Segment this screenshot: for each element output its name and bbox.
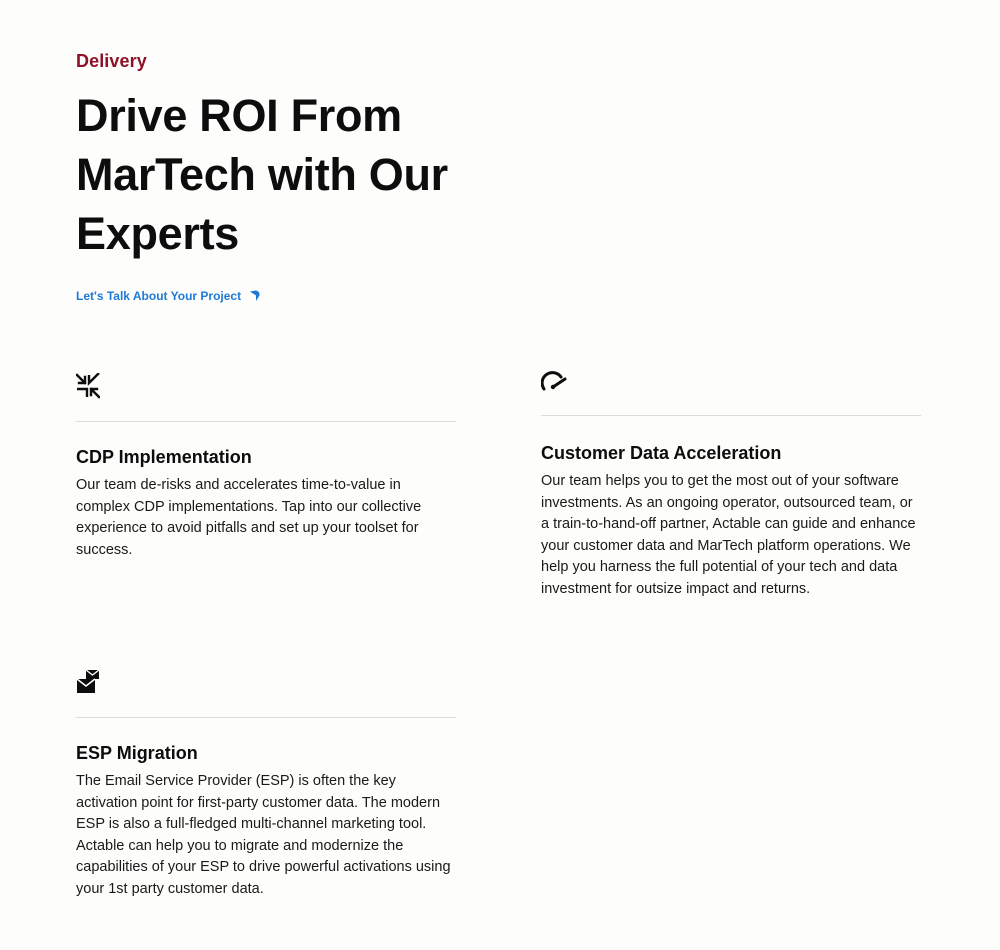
envelopes-icon — [76, 669, 457, 695]
service-description: The Email Service Provider (ESP) is often the key activation point for first-party customer data. The modern ESP is also a full-fledged multi-channel marketing tool. Actable can help you to migrate and modernize the capabilities of your ESP to drive powerful activations using your 1st party customer data. — [76, 773, 451, 897]
service-title: CDP Implementation — [76, 447, 252, 467]
page-title: Drive ROI From MarTech with Our Experts — [76, 90, 448, 259]
compress-arrows-icon — [76, 373, 457, 399]
divider — [76, 717, 456, 718]
service-description: Our team helps you to get the most out of your software investments. As an ongoing operator, outsourced team, or a train-to-hand-off partner, Actable can guide and enhance your customer data and MarTech platform operations. We help you harness the full potential of your tech and data investment for outsize impact and returns. — [541, 473, 916, 597]
eyebrow-label: Delivery — [76, 51, 147, 71]
service-title: ESP Migration — [76, 743, 198, 763]
contact-cta-link[interactable] — [76, 289, 261, 303]
pointer-arrow-icon — [249, 290, 261, 302]
speedometer-icon — [541, 371, 922, 397]
divider — [76, 421, 456, 422]
service-card-cdp — [76, 373, 457, 561]
service-card-customer-data — [541, 371, 922, 601]
service-description: Our team de-risks and accelerates time-to-value in complex CDP implementations. Tap into our collective experience to avoid pitfalls and set up your toolset for success. — [76, 477, 422, 558]
cta-label: Let's Talk About Your Project — [76, 289, 242, 303]
service-card-esp — [76, 669, 457, 901]
service-title: Customer Data Acceleration — [541, 443, 782, 463]
divider — [541, 415, 921, 416]
